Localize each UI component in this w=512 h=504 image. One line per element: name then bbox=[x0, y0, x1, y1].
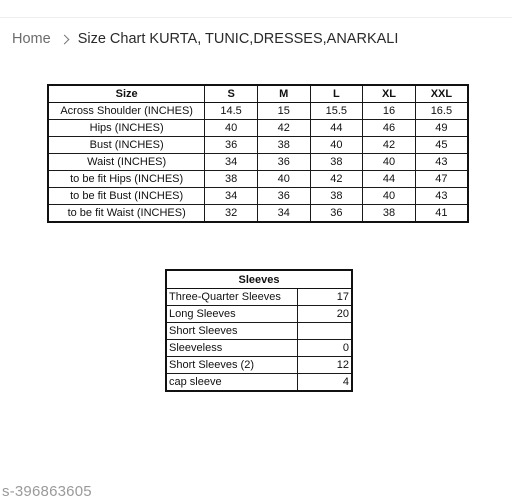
breadcrumb bbox=[12, 29, 398, 49]
table-row bbox=[48, 120, 468, 137]
size-chart-cell: 44 bbox=[363, 171, 416, 188]
size-chart-header-xxl: XXL bbox=[415, 85, 468, 103]
sleeve-count: 17 bbox=[297, 289, 352, 306]
sleeve-type: Short Sleeves (2) bbox=[166, 357, 297, 374]
size-chart-cell: 32 bbox=[205, 205, 258, 223]
size-chart-cell: 42 bbox=[310, 171, 363, 188]
sleeve-type: Sleeveless bbox=[166, 340, 297, 357]
chevron-right-icon bbox=[59, 34, 69, 44]
size-chart-cell: 38 bbox=[310, 154, 363, 171]
size-chart-cell: 36 bbox=[257, 188, 310, 205]
size-chart-cell: 15.5 bbox=[310, 103, 363, 120]
size-chart-cell: 46 bbox=[363, 120, 416, 137]
size-chart-cell: 47 bbox=[415, 171, 468, 188]
table-row bbox=[48, 188, 468, 205]
size-chart-cell: 34 bbox=[257, 205, 310, 223]
size-chart-cell: 49 bbox=[415, 120, 468, 137]
table-row bbox=[166, 374, 352, 392]
size-chart-cell: 42 bbox=[257, 120, 310, 137]
table-row bbox=[166, 306, 352, 323]
sleeve-type: Three-Quarter Sleeves bbox=[166, 289, 297, 306]
size-chart-cell: 38 bbox=[363, 205, 416, 223]
size-chart-cell: 36 bbox=[257, 154, 310, 171]
sleeve-count: 12 bbox=[297, 357, 352, 374]
sleeve-type: cap sleeve bbox=[166, 374, 297, 392]
sleeves-title: Sleeves bbox=[166, 270, 352, 289]
table-row bbox=[48, 205, 468, 223]
size-chart-cell: 38 bbox=[257, 137, 310, 154]
sleeves-header-row bbox=[166, 270, 352, 289]
size-chart-cell: 43 bbox=[415, 154, 468, 171]
size-chart-cell: 36 bbox=[205, 137, 258, 154]
size-chart-cell: 40 bbox=[257, 171, 310, 188]
size-chart-header-s: S bbox=[205, 85, 258, 103]
size-chart-header-size: Size bbox=[48, 85, 205, 103]
header-divider bbox=[0, 17, 512, 18]
sleeve-count: 20 bbox=[297, 306, 352, 323]
table-row bbox=[166, 357, 352, 374]
size-chart-cell: 40 bbox=[205, 120, 258, 137]
table-row bbox=[166, 289, 352, 306]
size-chart-header-m: M bbox=[257, 85, 310, 103]
size-chart-cell: 14.5 bbox=[205, 103, 258, 120]
sleeve-count: 4 bbox=[297, 374, 352, 392]
size-chart-cell: 45 bbox=[415, 137, 468, 154]
size-chart-cell: 36 bbox=[310, 205, 363, 223]
size-chart-header-xl: XL bbox=[363, 85, 416, 103]
sleeve-count bbox=[297, 323, 352, 340]
size-chart-measure: Hips (INCHES) bbox=[48, 120, 205, 137]
table-row bbox=[48, 103, 468, 120]
table-row bbox=[166, 340, 352, 357]
size-chart-header-row bbox=[48, 85, 468, 103]
size-chart-measure: Bust (INCHES) bbox=[48, 137, 205, 154]
size-chart-measure: to be fit Waist (INCHES) bbox=[48, 205, 205, 223]
sleeve-count: 0 bbox=[297, 340, 352, 357]
sleeves-table bbox=[165, 269, 353, 392]
sleeve-type: Long Sleeves bbox=[166, 306, 297, 323]
size-chart-cell: 41 bbox=[415, 205, 468, 223]
size-chart-cell: 16 bbox=[363, 103, 416, 120]
size-chart-cell: 44 bbox=[310, 120, 363, 137]
size-chart-cell: 34 bbox=[205, 154, 258, 171]
sleeve-type: Short Sleeves bbox=[166, 323, 297, 340]
table-row bbox=[48, 137, 468, 154]
product-sku: s-396863605 bbox=[2, 483, 92, 500]
size-chart-cell: 40 bbox=[363, 188, 416, 205]
breadcrumb-current: Size Chart KURTA, TUNIC,DRESSES,ANARKALI bbox=[77, 31, 399, 47]
size-chart-cell: 16.5 bbox=[415, 103, 468, 120]
size-chart-measure: to be fit Hips (INCHES) bbox=[48, 171, 205, 188]
size-chart-cell: 40 bbox=[363, 154, 416, 171]
size-chart-cell: 43 bbox=[415, 188, 468, 205]
size-chart-cell: 34 bbox=[205, 188, 258, 205]
size-chart-cell: 40 bbox=[310, 137, 363, 154]
size-chart-cell: 38 bbox=[205, 171, 258, 188]
table-row bbox=[48, 171, 468, 188]
size-chart-table bbox=[47, 84, 469, 223]
size-chart-measure: Waist (INCHES) bbox=[48, 154, 205, 171]
size-chart-measure: to be fit Bust (INCHES) bbox=[48, 188, 205, 205]
size-chart-cell: 15 bbox=[257, 103, 310, 120]
size-chart-cell: 38 bbox=[310, 188, 363, 205]
table-row bbox=[48, 154, 468, 171]
size-chart-cell: 42 bbox=[363, 137, 416, 154]
table-row bbox=[166, 323, 352, 340]
size-chart-header-l: L bbox=[310, 85, 363, 103]
size-chart-measure: Across Shoulder (INCHES) bbox=[48, 103, 205, 120]
breadcrumb-home-link[interactable]: Home bbox=[12, 31, 51, 47]
